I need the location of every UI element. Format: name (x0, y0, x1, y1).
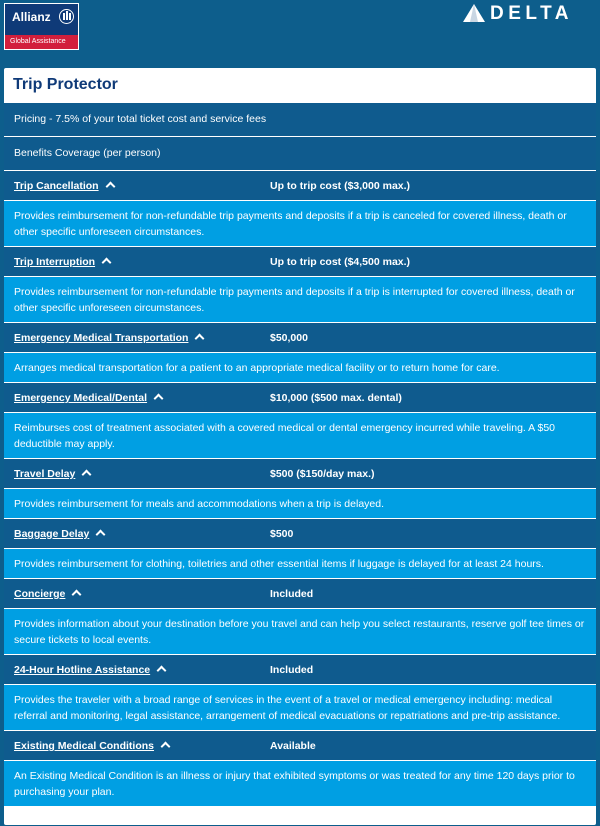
allianz-eagle-icon (59, 9, 74, 24)
delta-logo (462, 3, 592, 25)
delta-wordmark: DELTA (490, 3, 574, 24)
chevron-up-icon[interactable] (82, 470, 92, 480)
delta-widget-icon (462, 3, 486, 23)
benefit-description: An Existing Medical Condition is an illness or injury that exhibited symptoms or was treated for any time 120 days prior to purchasing your plan. (4, 760, 596, 806)
benefit-description: Provides reimbursement for non-refundable trip payments and deposits if a trip is canceled for covered illness, death or other specific unforeseen circumstances. (4, 200, 596, 246)
allianz-wordmark: Allianz (12, 10, 51, 24)
page-header (0, 0, 600, 66)
benefit-name: Concierge (14, 588, 66, 600)
allianz-subtitle: Global Assistance (5, 35, 78, 49)
benefit-name: Baggage Delay (14, 528, 90, 540)
pricing-row: Pricing - 7.5% of your total ticket cost and service fees (4, 102, 596, 136)
chevron-up-icon[interactable] (195, 334, 205, 344)
benefit-toggle-link[interactable] (14, 588, 80, 600)
benefit-name: Trip Cancellation (14, 180, 99, 192)
benefit-toggle-link[interactable] (14, 256, 110, 268)
benefit-value: $500 ($150/day max.) (270, 468, 375, 480)
benefit-header-row (4, 246, 596, 276)
chevron-up-icon[interactable] (161, 742, 171, 752)
chevron-up-icon[interactable] (72, 590, 82, 600)
benefit-value: $500 (270, 528, 294, 540)
benefit-name: Emergency Medical/Dental (14, 392, 148, 404)
trip-protector-panel (4, 68, 596, 825)
benefit-description: Provides information about your destination before you travel and can help you select restaurants, reserve golf tee times or secure tickets to local events. (4, 608, 596, 654)
benefit-description: Provides reimbursement for meals and accommodations when a trip is delayed. (4, 488, 596, 518)
benefit-description: Reimburses cost of treatment associated with a covered medical or dental emergency incurred while traveling. A $50 deductible may apply. (4, 412, 596, 458)
benefit-header-row (4, 458, 596, 488)
benefit-header-row (4, 654, 596, 684)
benefit-header-row (4, 730, 596, 760)
benefit-toggle-link[interactable] (14, 392, 162, 404)
benefit-description: Provides reimbursement for non-refundable trip payments and deposits if a trip is interrupted for covered illness, death or other specific unforeseen circumstances. (4, 276, 596, 322)
chevron-up-icon[interactable] (102, 258, 112, 268)
benefit-header-row (4, 578, 596, 608)
benefit-toggle-link[interactable] (14, 180, 114, 192)
benefit-value: $10,000 ($500 max. dental) (270, 392, 402, 404)
benefit-toggle-link[interactable] (14, 468, 90, 480)
benefit-toggle-link[interactable] (14, 740, 169, 752)
benefit-name: Travel Delay (14, 468, 76, 480)
benefit-value: $50,000 (270, 332, 308, 344)
benefit-description: Arranges medical transportation for a patient to an appropriate medical facility or to return home for care. (4, 352, 596, 382)
benefit-value: Up to trip cost ($4,500 max.) (270, 256, 411, 268)
benefit-description: Provides reimbursement for clothing, toiletries and other essential items if luggage is delayed for at least 24 hours. (4, 548, 596, 578)
benefit-header-row (4, 382, 596, 412)
benefit-description: Provides the traveler with a broad range of services in the event of a travel or medical emergency including: medical referral and monitoring, legal assistance, arrangement of medical evacuations or repatriations and pre-trip assistance. (4, 684, 596, 730)
coverage-heading-row: Benefits Coverage (per person) (4, 136, 596, 170)
benefit-name: Trip Interruption (14, 256, 96, 268)
benefit-toggle-link[interactable] (14, 332, 203, 344)
benefit-toggle-link[interactable] (14, 664, 165, 676)
benefit-header-row (4, 170, 596, 200)
benefit-value: Up to trip cost ($3,000 max.) (270, 180, 411, 192)
benefit-value: Included (270, 588, 314, 600)
allianz-logo (4, 3, 79, 50)
panel-title: Trip Protector (13, 76, 118, 93)
chevron-up-icon[interactable] (96, 530, 106, 540)
chevron-up-icon[interactable] (154, 394, 164, 404)
benefit-value: Available (270, 740, 316, 752)
benefit-name: 24-Hour Hotline Assistance (14, 664, 151, 676)
chevron-up-icon[interactable] (157, 666, 167, 676)
benefits-list (4, 102, 596, 806)
benefit-value: Included (270, 664, 314, 676)
benefit-header-row (4, 322, 596, 352)
benefit-name: Existing Medical Conditions (14, 740, 155, 752)
benefit-header-row (4, 518, 596, 548)
benefit-toggle-link[interactable] (14, 528, 104, 540)
chevron-up-icon[interactable] (105, 182, 115, 192)
benefit-name: Emergency Medical Transportation (14, 332, 189, 344)
